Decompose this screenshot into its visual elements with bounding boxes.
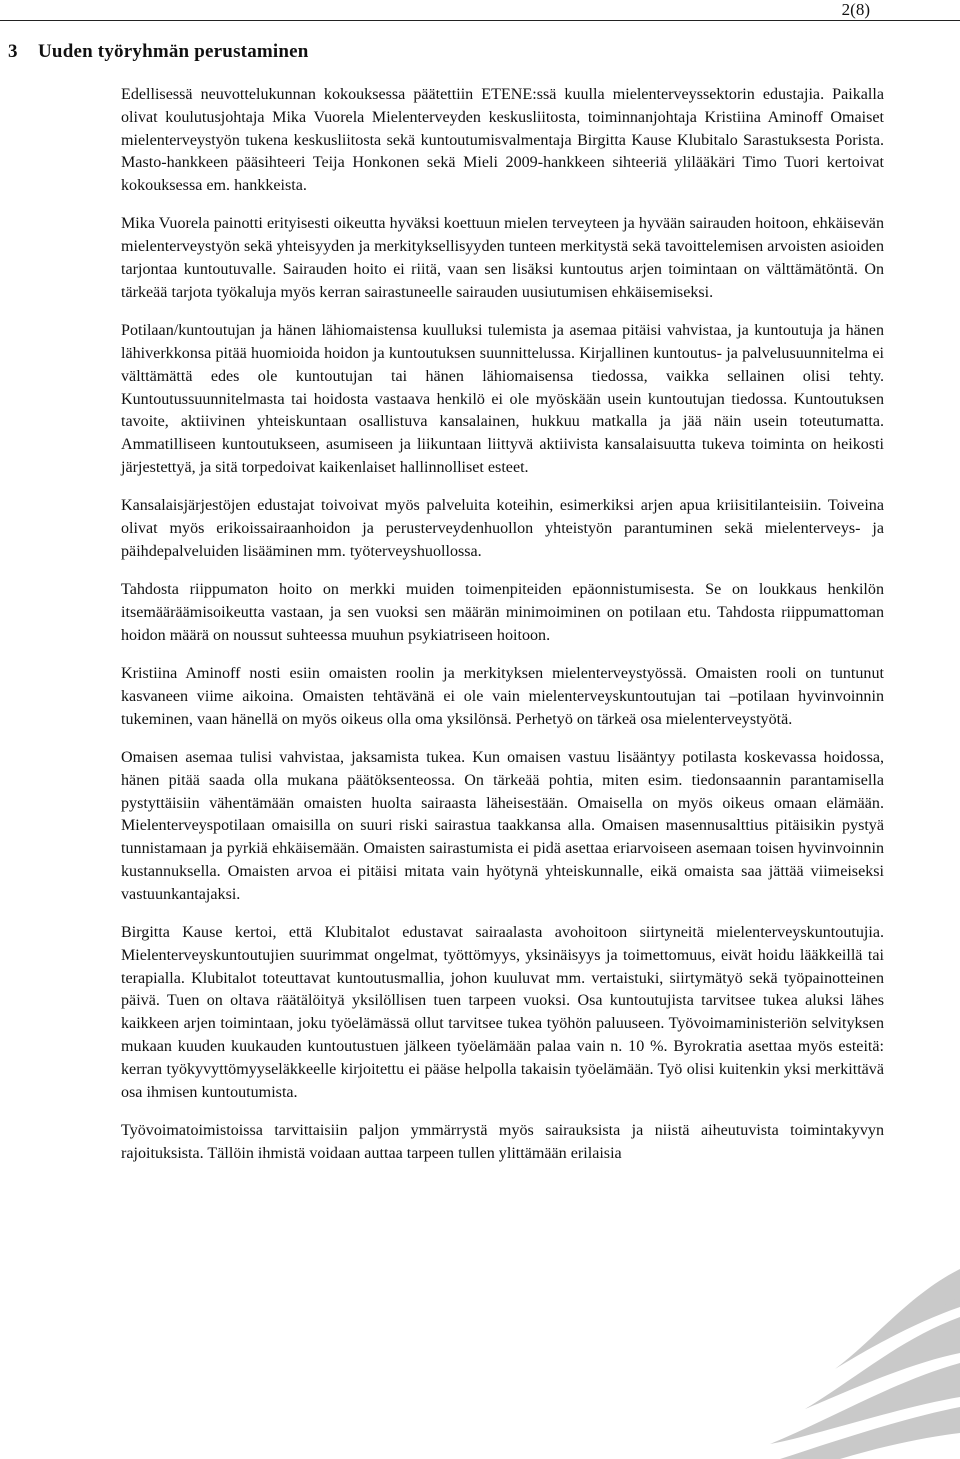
section-number: 3 bbox=[8, 41, 18, 62]
paragraph: Potilaan/kuntoutujan ja hänen lähiomaistensa kuulluksi tulemista ja asemaa pitäisi vahvistaa, ja kuntoutuja ja hänen lähiverkkonsa pitää huomioida hoidon ja kuntoutuksen suunnittelussa. Kirjallinen kuntoutus- ja palvelusuunnitelma ei välttämättä edes ole kuntoutujan tai hänen lähiomaisensa tiedossa, vaikka sellainen olisi tehty. Kuntoutussuunnitelmasta tai hoidosta vastaava henkilö ei ole myöskään usein kuntoutujan tiedossa. Kuntoutuksen tavoite, aktiivinen yhteiskuntaan osallistuva kansalainen, hukkuu matkalla ja jää näin usein toteutumatta. Ammatilliseen kuntoutukseen, asumiseen ja liikuntaan liittyvä aktiivista kansalaisuutta tukeva toiminta on heikosti järjestettyä, ja sitä torpedoivat kaikenlaiset hallinnolliset esteet. bbox=[121, 322, 884, 476]
paragraph: Kansalaisjärjestöjen edustajat toivoivat myös palveluita koteihin, esimerkiksi arjen apua kriisitilanteisiin. Toiveina olivat myös erikoissairaanhoidon ja perusterveydenhuollon yhteistyön parantuminen sekä mielenterveys- ja päihdepalveluiden lisääminen mm. työterveyshuollossa. bbox=[121, 497, 884, 560]
header-rule bbox=[0, 20, 960, 21]
section-title: Uuden työryhmän perustaminen bbox=[38, 41, 309, 62]
wave-logo-decoration bbox=[660, 1269, 960, 1459]
page-number: 2(8) bbox=[841, 0, 870, 19]
paragraph: Tahdosta riippumaton hoito on merkki muiden toimenpiteiden epäonnistumisesta. Se on loukkaus henkilön itsemääräämisoikeutta vastaan, ja sen vuoksi sen määrän minimoiminen on potilaan etu. Tahdosta riippumattoman hoidon määrä on noussut suhteessa muuhun psykiatriseen hoitoon. bbox=[121, 581, 884, 644]
paragraph: Mika Vuorela painotti erityisesti oikeutta hyväksi koettuun mielen terveyteen ja hyvään sairauden hoitoon, ehkäisevän mielenterveystyön sekä yhteisyyden ja merkityksellisyyden tunteen merkitystä sekä tavoittelemisen arvoisten asioiden tarjontaa kuntoutuvalle. Sairauden hoito ei riitä, vaan sen lisäksi kuntoutus arjen toimintaan on välttämätöntä. On tärkeää tarjota työkaluja myös kerran sairastuneelle sairauden uusiutumisen ehkäisemiseksi. bbox=[121, 215, 884, 301]
paragraph: Edellisessä neuvottelukunnan kokouksessa päätettiin ETENE:ssä kuulla mielenterveyssektorin edustajia. Paikalla olivat koulutusjohtaja Mika Vuorela Mielenterveyden keskusliitosta, toiminnanjohtaja Kristiina Aminoff Omaiset mielenterveystyön tukena keskusliitosta sekä kuntoutumisvalmentaja Birgitta Kause Klubitalo Sarastuksesta Porista. Masto-hankkeen pääsihteeri Teija Honkonen sekä Mieli 2009-hankkeen sihteeriä ylilääkäri Timo Tuori kertoivat kokouksessa em. hankkeista. bbox=[121, 86, 884, 195]
section-heading bbox=[8, 40, 309, 64]
body-text bbox=[121, 84, 884, 1181]
paragraph: Omaisen asemaa tulisi vahvistaa, jaksamista tukea. Kun omaisen vastuu lisääntyy potilasta koskevassa hoidossa, hänen pitää saada olla mukana päätöksenteossa. On tärkeää pohtia, miten esim. tiedonsaannin parantamisella pystyttäisiin vähentämään omaisten huolta sairaasta läheisestään. Omaisella on myös oikeus omaan elämään. Mielenterveyspotilaan omaisilla on suuri riski sairastua taakkansa alla. Omaisen masennusalttius pitäisikin pystyä tunnistamaan ja pyrkiä ehkäisemään. Omaisten sairastumista ei pidä asettaa eriarvoiseen asemaan toisen hyvinvoinnin kustannuksella. Omaisten arvoa ei pitäisi mitata vain hyötynä yhteiskunnalle, eikä omaista saa jättää viimeiseksi vastuunkantajaksi. bbox=[121, 748, 884, 903]
paragraph: Työvoimatoimistoissa tarvittaisiin paljon ymmärrystä myös sairauksista ja niistä aiheutuvista toimintakyvyn rajoituksista. Tällöin ihmistä voidaan auttaa tarpeen tullen ylittämään erilaisia bbox=[121, 1121, 884, 1162]
paragraph: Kristiina Aminoff nosti esiin omaisten roolin ja merkityksen mielenterveystyössä. Omaisten rooli on tuntunut kasvaneen viime aikoina. Omaisten tehtävänä ei ole vain mielenterveyskuntoutujan tai –potilaan hyvinvoinnin tukeminen, vaan hänellä on myös oikeus olla oma yksilönsä. Perhetyö on tärkeä osa mielenterveystyötä. bbox=[121, 665, 884, 728]
paragraph: Birgitta Kause kertoi, että Klubitalot edustavat sairaalasta avohoitoon siirtyneitä mielenterveyskuntoutujia. Mielenterveyskuntoutujien suurimmat ongelmat, työttömyys, yksinäisyys ja toimettomuus, eivät hoidu lääkkeillä tai terapialla. Klubitalot toteuttavat kuntoutusmallia, johon kuuluvat mm. vertaistuki, siirtymätyö sekä työpainotteinen päivä. Tuen on oltava räätälöityä yksilöllisen tuen tarpeen vuoksi. Osa kuntoutujista tarvitsee tukea aluksi lähes kaikkeen arjen toimintaan, joku työelämässä ollut tarvitsee tukea työhön paluuseen. Työvoimaministeriön selvityksen mukaan kuuden kuukauden kuntoutustuen jälkeen työelämään palaa vain n. 10 %. Byrokratia asettaa myös esteitä: kerran työkyvyttömyyseläkkeelle kirjoitettu ei pääse helpolla takaisin työelämään. Työ olisi kuitenkin yksi merkittävä osa ihmisen kuntoutumista. bbox=[121, 924, 884, 1101]
